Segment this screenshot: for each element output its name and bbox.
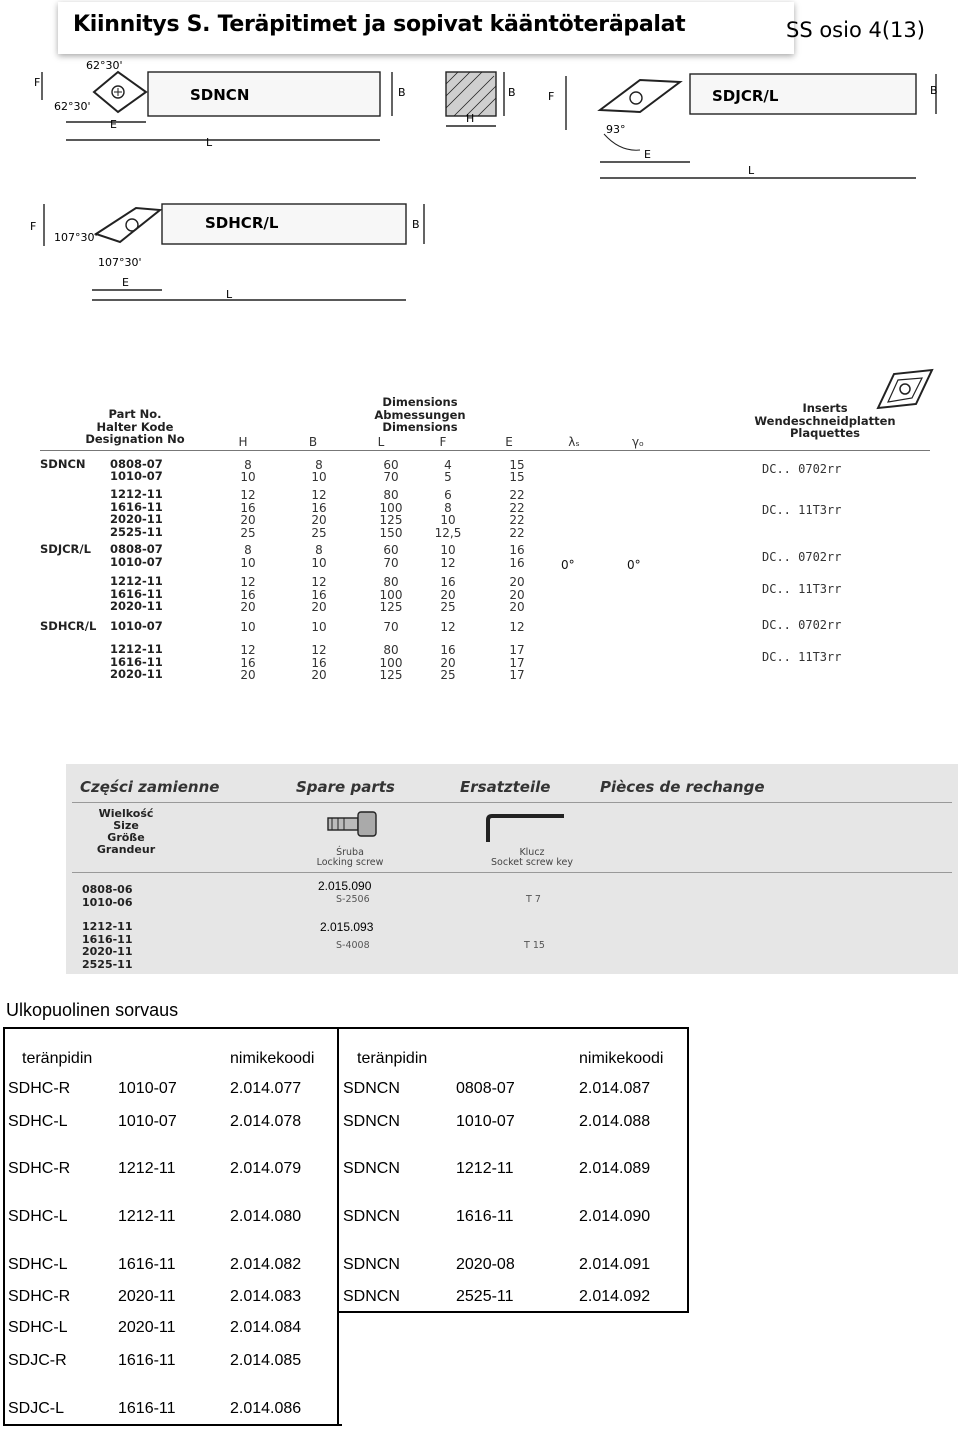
left-row-size: 1212-11 [118,1208,176,1225]
dim-h: 16 [240,588,256,602]
spare-row1-code: 2.015.090 [318,879,372,893]
sdjcr-b: B [930,84,938,97]
insert-3: DC.. 0702rr [762,550,842,564]
dim-e: 16 [509,543,525,557]
left-row-size: 2020-11 [118,1288,176,1305]
left-row-size: 2020-11 [118,1319,176,1336]
spare-row2-sizes: 1212-11 1616-11 2020-11 2525-11 [82,920,133,971]
dim-b: 8 [315,543,323,557]
dim-h: 10 [240,620,256,634]
dim-b: 20 [311,513,327,527]
left-row-code: 2.014.080 [230,1208,302,1225]
left-row-size: 1616-11 [118,1352,176,1369]
dim-family: SDNCN [40,457,86,471]
dim-f: 16 [440,575,456,589]
left-row-code: 2.014.084 [230,1319,302,1336]
dim-f: 12 [440,620,456,634]
left-row-code: 2.014.085 [230,1352,302,1369]
right-row-size: 1010-07 [456,1113,515,1130]
dim-e: 17 [509,668,525,682]
dim-code: 1212-11 [110,642,163,656]
section-drawing [446,72,504,126]
dim-family: SDHCR/L [40,619,97,633]
sdjcr-angle: 93° [606,123,626,136]
page-number: SS osio 4(13) [786,18,925,42]
dim-h: 16 [240,656,256,670]
dim-h: 12 [240,488,256,502]
sdjcr-e: E [644,148,651,161]
dim-f: 5 [444,470,452,484]
left-row-holder: SDJC-L [8,1400,65,1417]
dim-l: 100 [379,501,403,515]
dim-b: 25 [311,526,327,540]
right-row-holder: SDNCN [343,1256,400,1273]
dim-l: 70 [383,470,399,484]
left-row-holder: SDJC-R [8,1352,67,1369]
left-row-size: 1010-07 [118,1113,177,1130]
dim-h: 25 [240,526,256,540]
dim-l: 60 [383,543,399,557]
dim-code: 0808-07 [110,457,163,471]
right-row-holder: SDNCN [343,1080,400,1097]
left-row-holder: SDHC-L [8,1256,68,1273]
left-row-size: 1212-11 [118,1160,176,1177]
right-row-holder: SDNCN [343,1288,400,1305]
right-row-code: 2.014.092 [579,1288,651,1305]
dim-e: 12 [509,620,525,634]
dim-b: 10 [311,620,327,634]
dim-f: 4 [444,458,452,472]
dim-code: 2525-11 [110,525,163,539]
dim-code: 2020-11 [110,599,163,613]
right-row-holder: SDNCN [343,1113,400,1130]
dim-e: 22 [509,501,525,515]
right-row-code: 2.014.090 [579,1208,651,1225]
sdncn-angle-bottom: 62°30' [54,100,91,113]
spare-rule-mid [72,872,952,873]
dim-e: 15 [509,458,525,472]
dim-h: 12 [240,575,256,589]
dim-l: 125 [379,600,403,614]
key-caption: Klucz Socket screw key [491,847,573,868]
dim-e: 17 [509,643,525,657]
sdncn-f: F [34,76,41,89]
dim-h: 10 [240,470,256,484]
left-row-holder: SDHC-R [8,1160,71,1177]
left-row-holder: SDHC-R [8,1288,71,1305]
right-row-size: 1212-11 [456,1160,514,1177]
spare-title-en: Spare parts [296,778,395,796]
angle-ls: 0° [561,558,575,572]
dim-table-rule [40,450,930,451]
right-row-code: 2.014.087 [579,1080,651,1097]
spare-row2-key: T 15 [524,940,545,951]
spare-row1-screw: S-2506 [336,894,370,905]
left-row-code: 2.014.077 [230,1080,302,1097]
sdncn-label: SDNCN [190,86,250,104]
left-row-holder: SDHC-L [8,1113,68,1130]
sdhcr-label: SDHCR/L [205,214,279,232]
dim-e: 22 [509,526,525,540]
spare-rule-top [72,802,952,803]
dim-l: 80 [383,643,399,657]
screw-icon [326,810,380,838]
spare-title-de: Ersatzteile [460,778,551,796]
header-code-right: nimikekoodi [579,1050,664,1067]
left-row-code: 2.014.083 [230,1288,302,1305]
dim-f: 12,5 [434,526,462,540]
dim-e: 20 [509,575,525,589]
dim-b: 20 [311,600,327,614]
sdhcr-f: F [30,220,37,233]
tool-drawings [0,55,960,310]
dim-h: 8 [244,543,252,557]
right-row-size: 1616-11 [456,1208,514,1225]
left-row-code: 2.014.078 [230,1113,302,1130]
angle-go: 0° [627,558,641,572]
dim-code: 2020-11 [110,667,163,681]
dim-b: 16 [311,501,327,515]
inserts-header: Inserts Wendeschneidplatten Plaquettes [754,401,896,440]
section-h: H [466,112,475,125]
sdncn-b: B [398,86,406,99]
dim-f: 8 [444,501,452,515]
dim-h: 10 [240,556,256,570]
spare-title-pl: Części zamienne [80,778,220,796]
dim-l: 80 [383,575,399,589]
insert-icon [874,368,936,412]
dim-f: 25 [440,600,456,614]
dim-code: 1616-11 [110,655,163,669]
section-title: Ulkopuolinen sorvaus [6,1000,179,1020]
dim-col-heads: H B L F E λₛ γₒ [238,435,645,449]
dim-l: 60 [383,458,399,472]
spare-row2-screw: S-4008 [336,940,370,951]
left-row-size: 1010-07 [118,1080,177,1097]
page-title: Kiinnitys S. Teräpitimet ja sopivat kääntöteräpalat [73,12,686,37]
dim-b: 12 [311,575,327,589]
header-code-left: nimikekoodi [230,1050,315,1067]
section-b: B [508,86,516,99]
header-holder-right: teränpidin [357,1050,428,1067]
dim-l: 80 [383,488,399,502]
insert-5: DC.. 0702rr [762,618,842,632]
dim-h: 20 [240,668,256,682]
sdhcr-l: L [226,288,233,301]
dim-family: SDJCR/L [40,542,91,556]
dim-e: 15 [509,470,525,484]
dim-l: 70 [383,556,399,570]
dim-f: 12 [440,556,456,570]
dim-e: 17 [509,656,525,670]
dim-e: 22 [509,513,525,527]
sdncn-e: E [110,118,117,131]
sdncn-l: L [206,136,213,149]
size-label: Wielkość Size Größe Grandeur [96,807,156,856]
dim-l: 70 [383,620,399,634]
part-header: Part No. Halter Kode Designation No [85,407,185,446]
dim-b: 12 [311,643,327,657]
right-row-code: 2.014.088 [579,1113,651,1130]
sdhcr-e: E [122,276,129,289]
dim-f: 16 [440,643,456,657]
spare-row1-sizes: 0808-06 1010-06 [82,883,133,909]
dim-e: 22 [509,488,525,502]
sdhcr-angle-bottom: 107°30' [98,256,142,269]
dim-e: 20 [509,588,525,602]
dim-b: 20 [311,668,327,682]
dim-code: 1010-07 [110,555,163,569]
dim-l: 100 [379,656,403,670]
dim-e: 20 [509,600,525,614]
dim-h: 20 [240,600,256,614]
dim-b: 8 [315,458,323,472]
right-row-size: 0808-07 [456,1080,515,1097]
dim-h: 8 [244,458,252,472]
left-table-bottom [3,1424,342,1426]
sdncn-angle-top: 62°30' [86,59,123,72]
sdjcr-label: SDJCR/L [712,87,779,105]
left-row-holder: SDHC-L [8,1319,68,1336]
left-row-holder: SDHC-L [8,1208,68,1225]
dim-l: 125 [379,668,403,682]
dimensions-header: Dimensions Abmessungen Dimensions [374,395,466,434]
right-row-size: 2020-08 [456,1256,515,1273]
left-row-code: 2.014.079 [230,1160,302,1177]
dim-l: 125 [379,513,403,527]
dim-l: 150 [379,526,403,540]
left-row-size: 1616-11 [118,1256,176,1273]
dim-b: 12 [311,488,327,502]
dim-f: 25 [440,668,456,682]
dim-code: 1616-11 [110,587,163,601]
right-row-code: 2.014.091 [579,1256,651,1273]
left-row-holder: SDHC-R [8,1080,71,1097]
right-row-holder: SDNCN [343,1160,400,1177]
dim-b: 16 [311,588,327,602]
insert-2: DC.. 11T3rr [762,503,842,517]
dim-f: 10 [440,543,456,557]
dim-h: 20 [240,513,256,527]
key-icon [482,812,568,846]
sdhcr-angle-top: 107°30' [54,231,98,244]
sdncn-drawing [42,72,392,140]
left-row-size: 1616-11 [118,1400,176,1417]
spare-row1-key: T 7 [526,894,541,905]
dim-code: 1616-11 [110,500,163,514]
sdjcr-f: F [548,90,555,103]
dim-b: 10 [311,470,327,484]
dim-b: 10 [311,556,327,570]
right-row-size: 2525-11 [456,1288,514,1305]
dim-code: 0808-07 [110,542,163,556]
dim-f: 10 [440,513,456,527]
insert-1: DC.. 0702rr [762,462,842,476]
insert-6: DC.. 11T3rr [762,650,842,664]
dim-code: 1010-07 [110,619,163,633]
left-row-code: 2.014.082 [230,1256,302,1273]
dim-code: 1212-11 [110,574,163,588]
dim-code: 1010-07 [110,469,163,483]
dim-b: 16 [311,656,327,670]
right-row-code: 2.014.089 [579,1160,651,1177]
spare-row2-code: 2.015.093 [320,920,374,934]
dim-f: 6 [444,488,452,502]
sdhcr-b: B [412,218,420,231]
dim-f: 20 [440,588,456,602]
dim-code: 1212-11 [110,487,163,501]
header-holder-left: teränpidin [22,1050,93,1067]
screw-caption: Śruba Locking screw [316,847,384,868]
spare-title-fr: Pièces de rechange [600,778,765,796]
sdjcr-l: L [748,164,755,177]
dim-h: 16 [240,501,256,515]
left-row-code: 2.014.086 [230,1400,302,1417]
insert-4: DC.. 11T3rr [762,582,842,596]
dim-h: 12 [240,643,256,657]
dim-e: 16 [509,556,525,570]
dim-l: 100 [379,588,403,602]
right-row-holder: SDNCN [343,1208,400,1225]
dim-f: 20 [440,656,456,670]
dim-code: 2020-11 [110,512,163,526]
